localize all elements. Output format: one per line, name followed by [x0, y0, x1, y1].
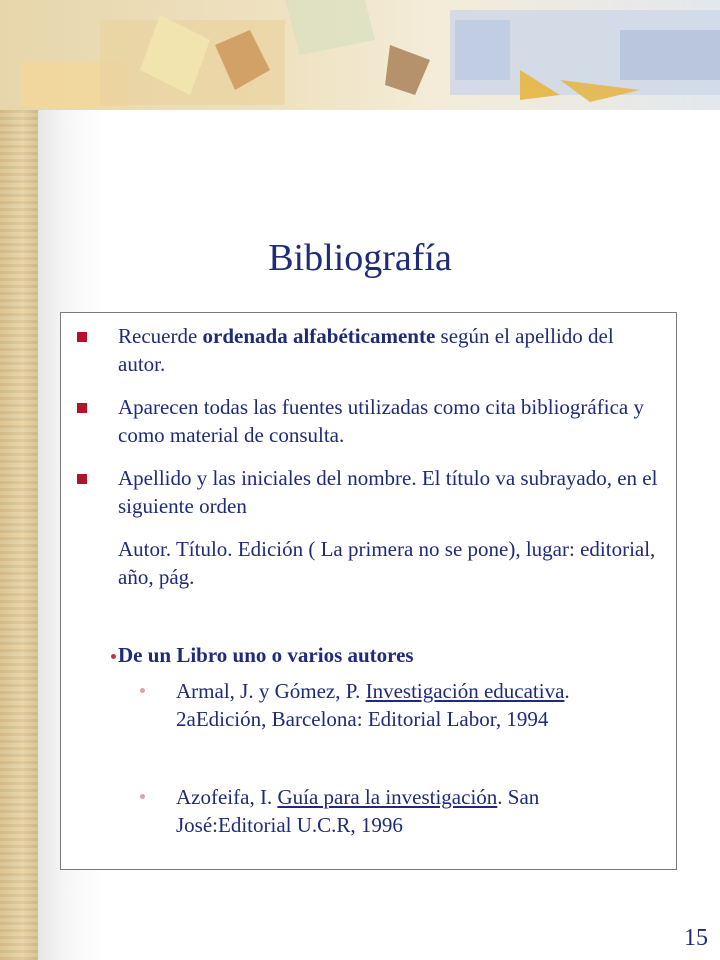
header-decorative-banner [0, 0, 720, 110]
bullet-item-sources: Aparecen todas las fuentes utilizadas como cita bibliográfica y como material de consulta. [118, 395, 644, 447]
page-number: 15 [684, 925, 708, 951]
bullet-bold-text: ordenada alfabéticamente [202, 324, 436, 348]
section-heading [118, 641, 658, 669]
reference-details: . San José:Editorial U.C.R, 1996 [176, 785, 540, 837]
reference-title: Investigación educativa [365, 679, 565, 703]
bullet-item-order [118, 322, 658, 378]
slide-title: Bibliografía [268, 237, 452, 279]
reference-details: . 2aEdición, Barcelona: Editorial Labor, 1994 [176, 679, 570, 731]
bullet-dot [111, 654, 116, 659]
section-heading-text: De un Libro uno o varios autores [118, 643, 414, 667]
bullet-text: Recuerde [118, 324, 203, 348]
order-note: Autor. Título. Edición ( La primera no se pone), lugar: editorial, año, pág. [118, 537, 656, 589]
bullet-dot [140, 688, 145, 693]
bullet-square [77, 474, 87, 484]
reference-authors: Armal, J. y Gómez, P. [176, 679, 366, 703]
left-decorative-strip [0, 0, 38, 960]
bullet-square [77, 332, 87, 342]
bullet-square [77, 403, 87, 413]
reference-authors: Azofeifa, I. [176, 785, 278, 809]
reference-item [176, 677, 656, 733]
leaves-decoration [0, 0, 720, 110]
reference-item [176, 783, 656, 839]
bullet-item-format: Apellido y las iniciales del nombre. El título va subrayado, en el siguiente orden [118, 466, 658, 518]
reference-title: Guía para la investigación [277, 785, 498, 809]
bullet-text: según el apellido del autor. [118, 324, 614, 376]
bullet-dot [140, 794, 145, 799]
